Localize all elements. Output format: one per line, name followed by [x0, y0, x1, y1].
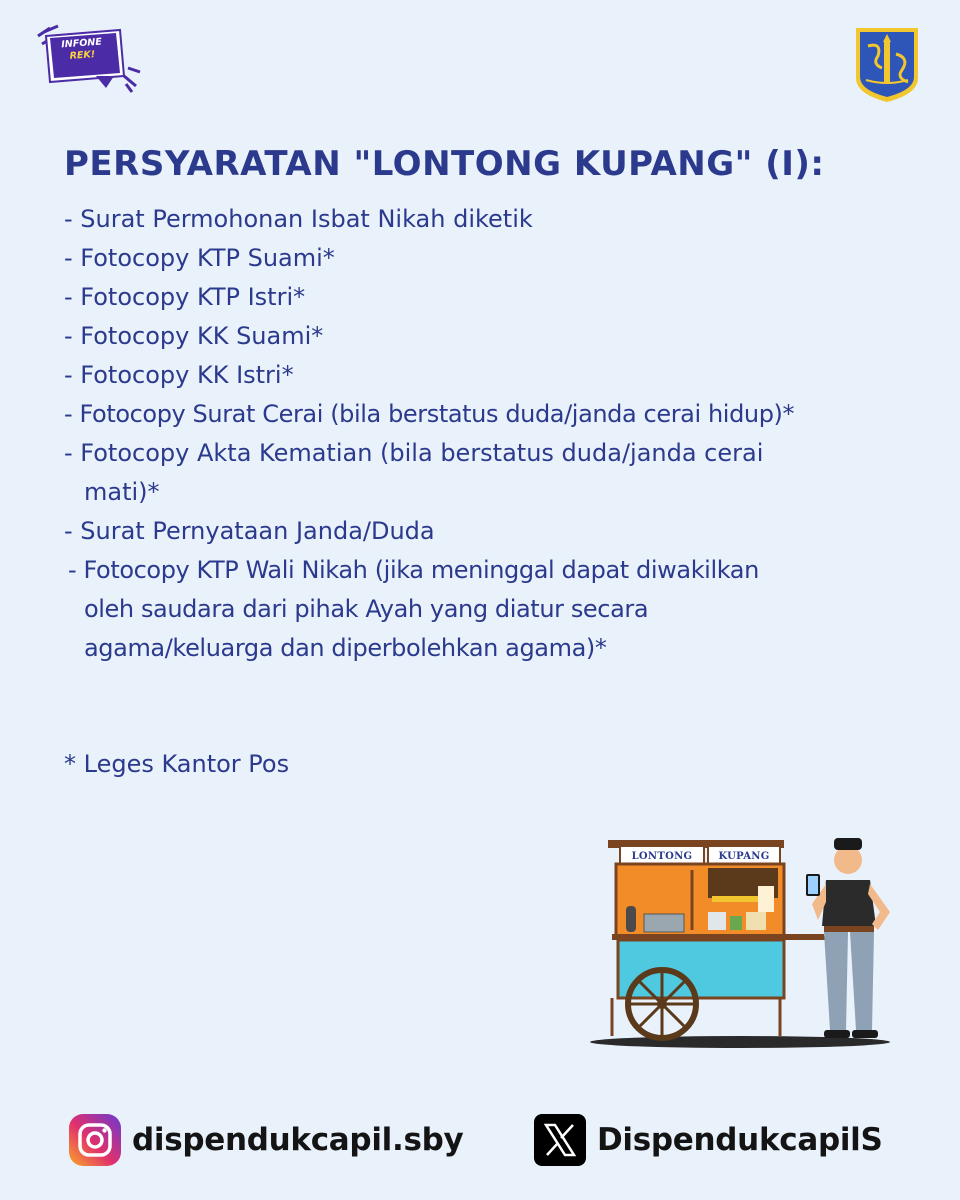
surabaya-crest-logo [852, 24, 922, 104]
requirement-item: - Fotocopy Surat Cerai (bila berstatus duda/janda cerai hidup)* [64, 400, 795, 428]
requirement-item: - Fotocopy Akta Kematian (bila berstatus duda/janda cerai mati)* [64, 439, 764, 506]
cart-vendor-illustration [580, 830, 900, 1060]
requirement-item: - Surat Permohonan Isbat Nikah diketik [64, 205, 533, 233]
cart-sign-right: KUPANG [718, 851, 770, 862]
x-handle: DispendukcapilS [597, 1122, 883, 1158]
x-handle-row [533, 1112, 883, 1168]
page-title: PERSYARATAN "LONTONG KUPANG" (I): [64, 144, 825, 184]
requirement-item: - Fotocopy KK Istri* [64, 361, 294, 389]
requirement-item: - Fotocopy KK Suami* [64, 322, 324, 350]
badge-line1: INFONE [60, 36, 103, 51]
requirement-item: - Fotocopy KTP Istri* [64, 283, 306, 311]
footnote: * Leges Kantor Pos [64, 750, 290, 778]
cart-sign-left: LONTONG [631, 851, 693, 862]
x-icon [533, 1113, 587, 1167]
badge-line2: REK! [69, 49, 96, 62]
requirement-item: - Fotocopy KTP Wali Nikah (jika meninggal dapat diwakilkan oleh saudara dari pihak Ayah yang diatur secara agama/keluarga dan diperbolehkan agama)* [68, 556, 759, 662]
instagram-handle: dispendukcapil.sby [132, 1122, 464, 1158]
requirement-item: - Surat Pernyataan Janda/Duda [64, 517, 435, 545]
requirements-list [64, 200, 944, 668]
instagram-icon [68, 1113, 122, 1167]
badge-text [51, 36, 113, 64]
infone-rek-badge [36, 24, 142, 94]
requirement-item: - Fotocopy KTP Suami* [64, 244, 335, 272]
instagram-handle-row [68, 1112, 463, 1168]
food-cart [608, 840, 826, 1038]
